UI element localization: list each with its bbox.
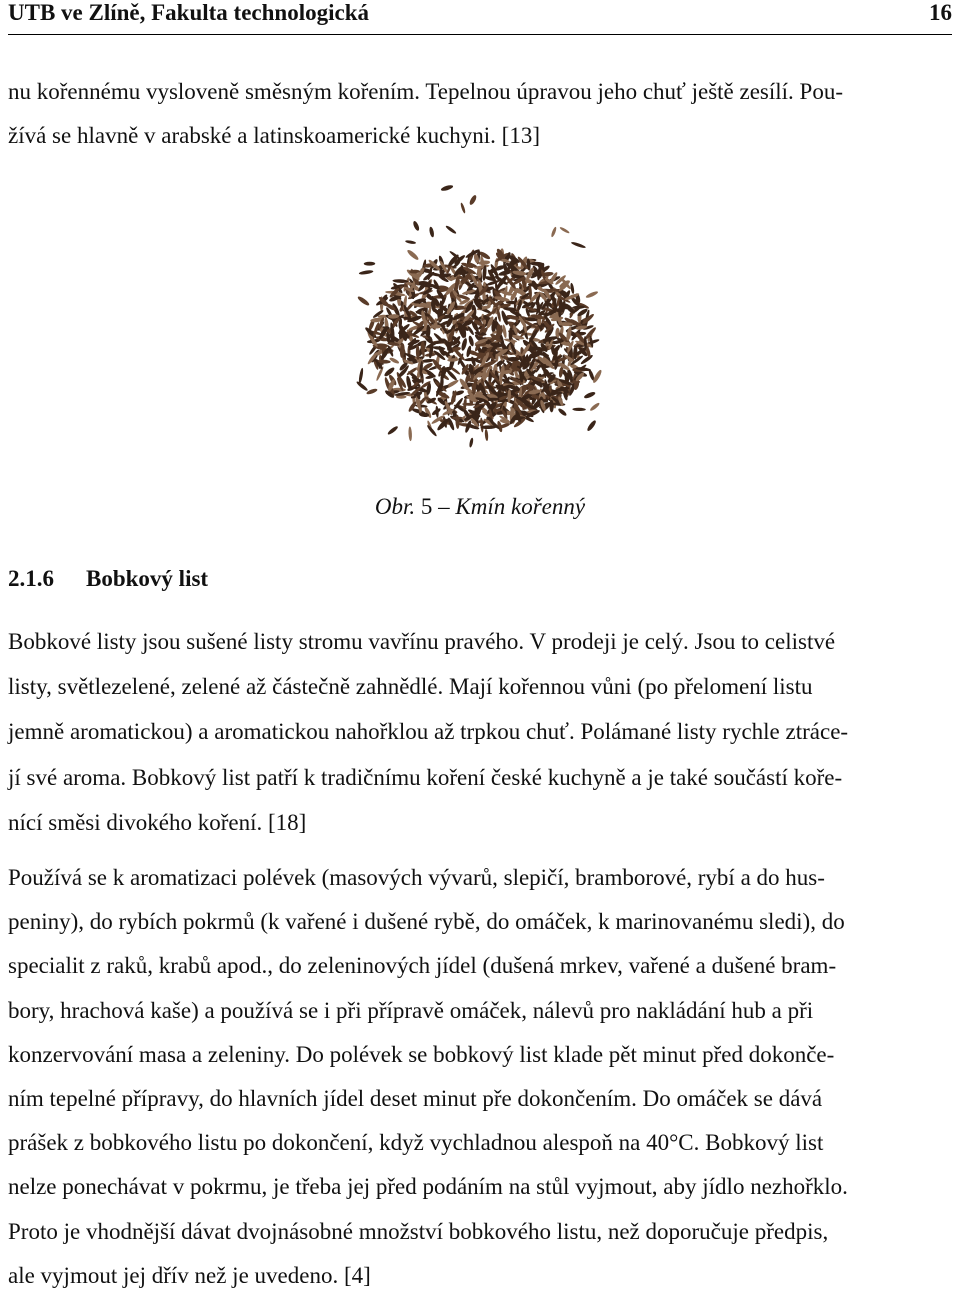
caption-number: 5 xyxy=(420,494,433,519)
paragraph-line: jí své aroma. Bobkový list patří k tradičnímu koření české kuchyně a je také součástí koře- xyxy=(8,764,843,790)
paragraph-line: jemně aromatickou) a aromatickou nahořklou až trpkou chuť. Polámané listy rychle ztráce- xyxy=(8,719,849,745)
section-heading xyxy=(8,566,208,592)
paragraph-line: nící směsi divokého koření. [18] xyxy=(8,809,307,835)
caption-prefix: Obr. xyxy=(374,494,416,519)
paragraph-line: peniny), do rybích pokrmů (k vařené i dušené rybě, do omáček, k marinovanému sledi), do xyxy=(8,909,845,935)
caraway-seeds-image xyxy=(355,182,605,462)
paragraph-line: Bobkové listy jsou sušené listy stromu vavřínu pravého. V prodeji je celý. Jsou to celistvé xyxy=(8,629,836,654)
paragraph-bay-leaf-description xyxy=(8,619,952,845)
paragraph-line: listy, světlezelené, zelené až částečně zahnědlé. Mají kořennou vůni (po přelomení listu xyxy=(8,674,813,700)
figure-caption xyxy=(0,494,960,520)
paragraph-line: specialit z raků, krabů apod., do zeleninových jídel (dušená mrkev, vařené a dušené bram- xyxy=(8,953,837,979)
paragraph-bay-leaf-usage xyxy=(8,856,952,1298)
page-header xyxy=(8,0,952,35)
paragraph-line: ale vyjmout jej dřív než je uvedeno. [4] xyxy=(8,1262,371,1288)
paragraph-line: nelze ponechávat v pokrmu, je třeba jej před podáním na stůl vyjmout, aby jídlo nezhořklo. xyxy=(8,1174,848,1200)
section-title: Bobkový list xyxy=(86,566,209,591)
paragraph-line: žívá se hlavně v arabské a latinskoamerické kuchyni. [13] xyxy=(8,123,540,148)
caption-text: – Kmín kořenný xyxy=(438,494,586,519)
paragraph-line: Používá se k aromatizaci polévek (masových vývarů, slepičí, bramborové, rybí a do hus- xyxy=(8,865,825,890)
paragraph-line: ním tepelné přípravy, do hlavních jídel deset minut pře dokončením. Do omáček se dává xyxy=(8,1086,823,1112)
header-title: UTB ve Zlíně, Fakulta technologická xyxy=(8,0,369,25)
paragraph-line: konzervování masa a zeleniny. Do polévek se bobkový list klade pět minut před dokonče- xyxy=(8,1041,835,1067)
paragraph-line: Proto je vhodnější dávat dvojnásobné množství bobkového listu, než doporučuje předpis, xyxy=(8,1218,829,1244)
paragraph-line: nu kořennému vysloveně směsným kořením. Tepelnou úpravou jeho chuť ještě zesílí. Pou- xyxy=(8,79,843,104)
paragraph-line: prášek z bobkového listu po dokončení, když vychladnou alespoň na 40°C. Bobkový list xyxy=(8,1130,824,1156)
paragraph-intro xyxy=(8,70,952,158)
section-number: 2.1.6 xyxy=(8,566,54,591)
page-number: 16 xyxy=(929,0,952,25)
paragraph-line: bory, hrachová kaše) a používá se i při přípravě omáček, nálevů pro nakládání hub a při xyxy=(8,997,814,1023)
